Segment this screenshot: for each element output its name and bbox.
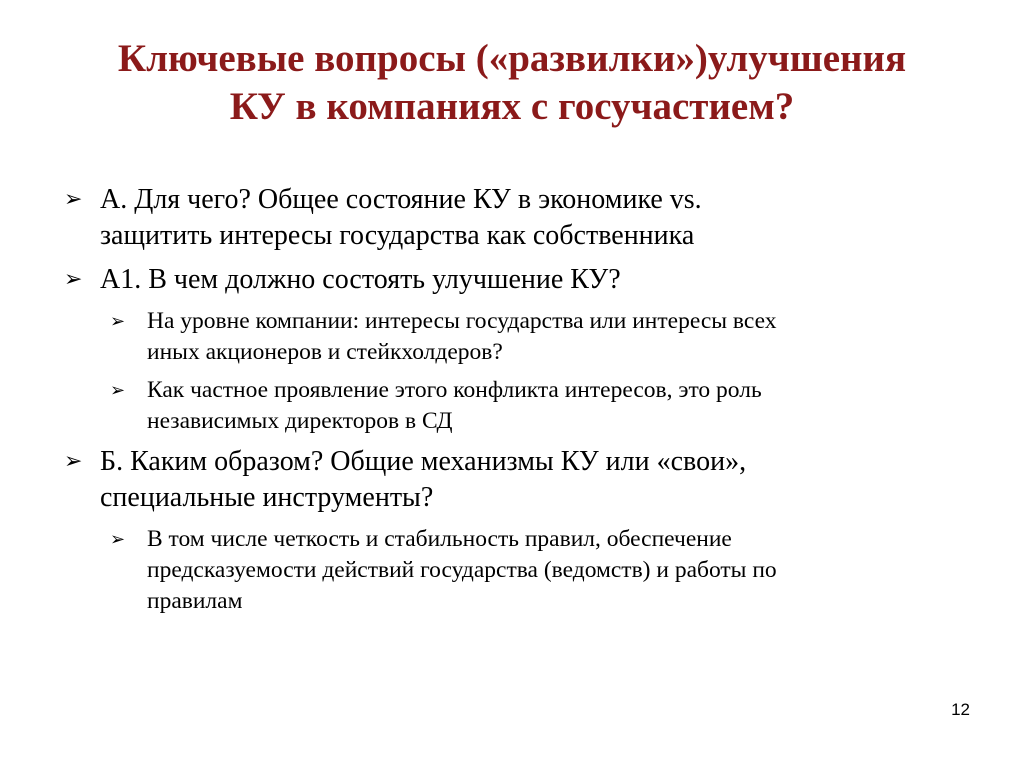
bullet-line: специальные инструменты? [100, 482, 434, 513]
bullet-line: правилам [147, 588, 243, 614]
bullet-line: А. Для чего? Общее состояние КУ в экономике vs. [100, 184, 702, 215]
bullet-list [64, 182, 964, 624]
slide-title [40, 35, 984, 131]
bullet-text [100, 182, 964, 254]
bullet-text [147, 306, 964, 368]
bullet-item-a [64, 182, 964, 254]
bullet-line: А1. В чем должно состоять улучшение КУ? [100, 264, 621, 295]
bullet-item-b [64, 444, 964, 516]
slide-title-line: КУ в компаниях с госучастием? [229, 85, 795, 128]
bullet-line: В том числе четкость и стабильность правил, обеспечение [147, 526, 732, 552]
arrow-bullet-icon: ➢ [64, 449, 83, 474]
arrow-bullet-icon: ➢ [64, 267, 83, 292]
sub-bullet-item-company-level [110, 306, 964, 368]
bullet-line: Б. Каким образом? Общие механизмы КУ или «свои», [100, 446, 747, 477]
bullet-line: независимых директоров в СД [147, 408, 453, 434]
bullet-text [100, 262, 964, 298]
arrow-bullet-icon: ➢ [110, 529, 126, 550]
bullet-line: Как частное проявление этого конфликта интересов, это роль [147, 377, 762, 403]
sub-bullet-item-rules-clarity [110, 524, 964, 617]
bullet-line: На уровне компании: интересы государства или интересы всех [147, 308, 777, 334]
bullet-text [147, 524, 964, 617]
sub-bullet-item-independent-directors [110, 375, 964, 437]
bullet-line: предсказуемости действий государства (ведомств) и работы по [147, 557, 777, 583]
page-number: 12 [951, 700, 970, 719]
bullet-line: иных акционеров и стейкхолдеров? [147, 339, 503, 365]
slide-title-line: Ключевые вопросы («развилки»)улучшения [117, 37, 907, 80]
bullet-item-a1 [64, 262, 964, 298]
bullet-text [100, 444, 964, 516]
arrow-bullet-icon: ➢ [110, 311, 126, 332]
arrow-bullet-icon: ➢ [64, 187, 83, 212]
bullet-line: защитить интересы государства как собственника [100, 220, 695, 251]
bullet-text [147, 375, 964, 437]
arrow-bullet-icon: ➢ [110, 380, 126, 401]
